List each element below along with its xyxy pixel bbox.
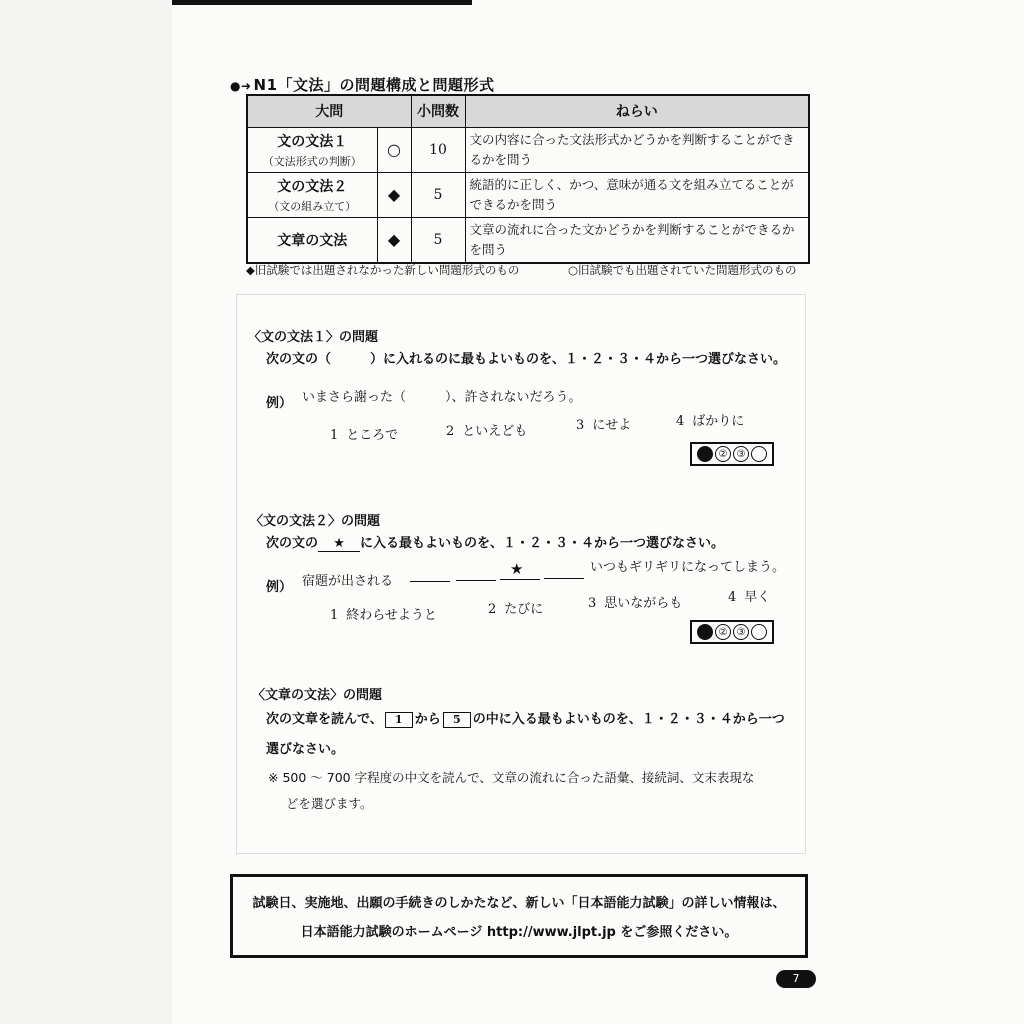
block1-choice — [676, 410, 744, 429]
row-name-cell — [247, 217, 377, 263]
info-line: 試験日、実施地、出願の手続きのしかたなど、新しい「日本語能力試験」の詳しい情報は、 — [252, 896, 786, 911]
block2-example-label: 例） — [266, 580, 293, 595]
row-name: 文の文法１ — [277, 133, 348, 150]
question-count: 5 — [411, 172, 465, 217]
instruction-part: に入る最もよいものを、１・２・３・４から一つ選びなさい。 — [360, 536, 725, 551]
answer-blank — [544, 578, 584, 579]
block2-example-text-pre: 宿題が出される — [302, 574, 394, 589]
star-icon: ★ — [510, 560, 524, 578]
choice-number: 1 — [330, 608, 339, 623]
choice-text: にせよ — [592, 418, 632, 433]
block2-choice — [488, 598, 543, 617]
choice-number: 2 — [446, 424, 455, 439]
answer-bubble-1 — [697, 446, 713, 462]
choice-text: 終わらせようと — [346, 608, 437, 623]
top-edge-strip — [172, 0, 472, 5]
row-name-cell — [247, 172, 377, 217]
aim-cell — [465, 172, 809, 217]
instruction-part: から — [414, 712, 441, 727]
aim-line: るかを問う — [469, 151, 533, 167]
table-row — [247, 172, 809, 217]
aim-line: 文章の流れに合った文かどうかを判断することができるか — [469, 221, 795, 237]
block2-instruction — [266, 532, 724, 552]
choice-number: 2 — [488, 602, 497, 617]
answer-blank — [410, 581, 450, 582]
block3-title: 〈文章の文法〉の問題 — [252, 688, 383, 703]
block3-instruction — [266, 708, 785, 728]
block3-note: ※ 500 ～ 700 字程度の中文を読んで、文章の流れに合った語彙、接続詞、文末表現な — [268, 770, 755, 785]
header-shomonsu: 小問数 — [411, 95, 465, 127]
block1-example-text: いまさら謝った（ ）、許されないだろう。 — [302, 390, 582, 405]
block2-choice — [728, 586, 770, 605]
block3-note-line2: どを選びます。 — [286, 796, 373, 811]
block3-instruction-line2: 選びなさい。 — [266, 742, 345, 757]
row-name: 文の文法２ — [277, 178, 348, 195]
double-arrow-icon: ●➜ — [230, 79, 252, 93]
choice-number: 4 — [728, 590, 737, 605]
block1-choice — [576, 414, 631, 433]
row-sub: （文の組み立て） — [268, 199, 357, 213]
block2-choice — [588, 592, 682, 611]
block2-answer-sheet — [690, 620, 774, 644]
choice-number: 1 — [330, 428, 339, 443]
row-sub: （文法形式の判断） — [262, 154, 362, 168]
choice-text: といえども — [462, 424, 528, 439]
info-notice-box — [230, 874, 808, 958]
row-name-cell — [247, 127, 377, 172]
row-name: 文章の文法 — [277, 232, 348, 249]
table-row — [247, 127, 809, 172]
section-title-text: N1「文法」の問題構成と問題形式 — [253, 76, 495, 94]
instruction-part: 次の文の — [266, 536, 319, 551]
answer-bubble-1 — [697, 624, 713, 640]
answer-blank — [456, 580, 496, 581]
legend-old-format: ○旧試験でも出題されていた問題形式のもの — [568, 263, 797, 277]
page-number-badge: 7 — [776, 970, 816, 988]
table-row — [247, 217, 809, 263]
aim-cell — [465, 217, 809, 263]
block1-example-label: 例） — [266, 396, 293, 411]
question-count: 10 — [411, 127, 465, 172]
aim-line: 文の内容に合った文法形式かどうかを判断することができ — [469, 131, 795, 147]
choice-text: 思いながらも — [604, 596, 683, 611]
section-title — [230, 74, 495, 95]
choice-text: ところで — [346, 428, 399, 443]
choice-text: 早く — [744, 590, 771, 605]
answer-bubble-3: ③ — [733, 624, 749, 640]
header-nerai: ねらい — [465, 95, 809, 127]
question-count: 5 — [411, 217, 465, 263]
block2-example-text-post: いつもギリギリになってしまう。 — [590, 560, 786, 575]
legend-new-format: ◆旧試験では出題されなかった新しい問題形式のもの — [246, 263, 520, 277]
answer-bubble-2: ② — [715, 624, 731, 640]
answer-bubble-4 — [751, 624, 767, 640]
choice-text: ばかりに — [692, 414, 745, 429]
choice-number: 4 — [676, 414, 685, 429]
instruction-part: 次の文章を読んで、 — [266, 712, 383, 727]
format-mark: ◆ — [377, 172, 411, 217]
answer-bubble-2: ② — [715, 446, 731, 462]
format-mark: ○ — [377, 127, 411, 172]
info-line-url: 日本語能力試験のホームページ http://www.jlpt.jp をご参照ください。 — [300, 925, 738, 940]
aim-line: できるかを問う — [469, 196, 558, 212]
blank-number-box: 1 — [385, 712, 413, 728]
aim-line: 統語的に正しく、かつ、意味が通る文を組み立てることが — [469, 176, 794, 192]
answer-bubble-4 — [751, 446, 767, 462]
block1-choice — [446, 420, 527, 439]
choice-text: たびに — [504, 602, 544, 617]
star-blank-icon: ★ — [318, 536, 360, 552]
blank-number-box: 5 — [443, 712, 471, 728]
answer-blank-star — [500, 579, 540, 580]
block1-choice — [330, 424, 398, 443]
instruction-part: の中に入る最もよいものを、１・２・３・４から一つ — [472, 712, 785, 727]
answer-bubble-3: ③ — [733, 446, 749, 462]
format-mark: ◆ — [377, 217, 411, 263]
table-header-row — [247, 95, 809, 127]
block1-title: 〈文の文法１〉の問題 — [248, 330, 379, 345]
aim-line: を問う — [469, 241, 508, 257]
block2-choice — [330, 604, 437, 623]
header-daimon: 大問 — [247, 95, 411, 127]
choice-number: 3 — [588, 596, 597, 611]
question-structure-table — [246, 94, 810, 264]
block2-title: 〈文の文法２〉の問題 — [250, 514, 381, 529]
choice-number: 3 — [576, 418, 585, 433]
block1-answer-sheet — [690, 442, 774, 466]
aim-cell — [465, 127, 809, 172]
block1-instruction: 次の文の（ ）に入れるのに最もよいものを、１・２・３・４から一つ選びなさい。 — [266, 352, 787, 367]
